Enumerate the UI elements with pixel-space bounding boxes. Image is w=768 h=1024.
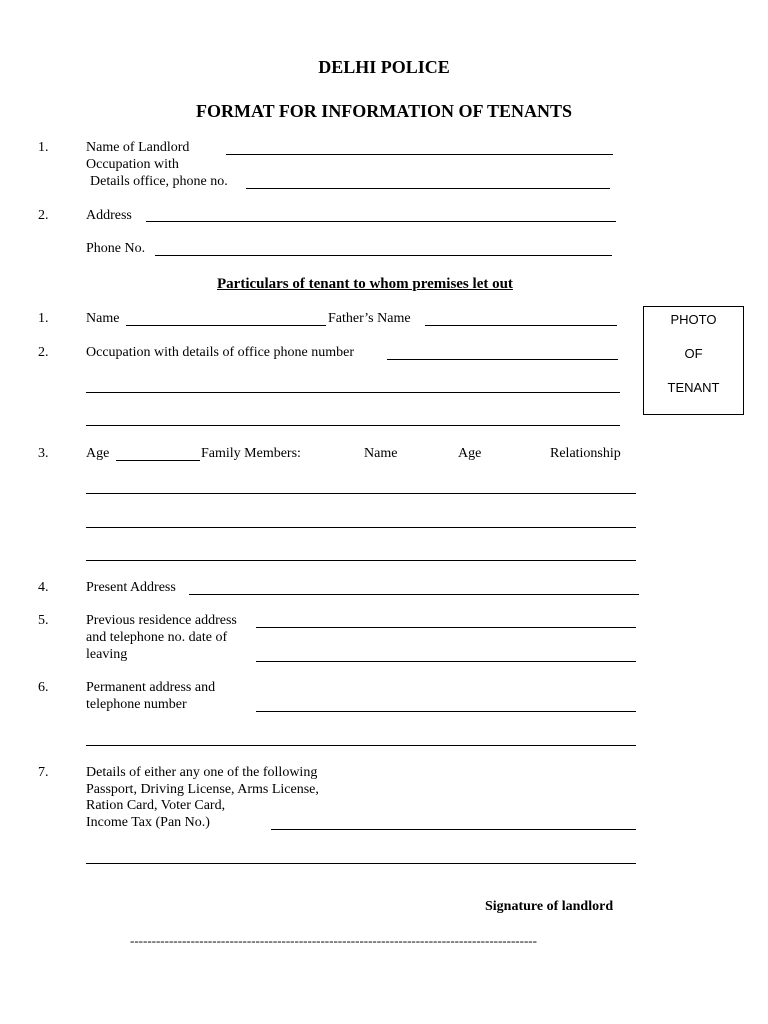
present-address-label: Present Address: [86, 580, 176, 595]
landlord-phone-label: Phone No.: [86, 241, 146, 256]
item-number: 5.: [38, 613, 49, 628]
family-col-age: Age: [458, 446, 482, 461]
item-number: 3.: [38, 446, 49, 461]
landlord-address-field[interactable]: [146, 221, 616, 222]
photo-label-line1: PHOTO: [670, 312, 717, 327]
tenant-name-label: Name: [86, 311, 120, 326]
permanent-address-field[interactable]: [256, 711, 636, 712]
landlord-signature-label: Signature of landlord: [485, 899, 614, 914]
tenant-father-label: Father’s Name: [328, 311, 411, 326]
landlord-occupation-field[interactable]: [246, 188, 610, 189]
id-docs-field-2[interactable]: [86, 863, 636, 864]
landlord-occupation-label: Occupation with: [86, 157, 179, 172]
permanent-address-field-2[interactable]: [86, 745, 636, 746]
tenant-father-field[interactable]: [425, 325, 617, 326]
present-address-field[interactable]: [189, 594, 639, 595]
permanent-address-label-1: Permanent address and: [86, 680, 216, 695]
item-number: 1.: [38, 140, 49, 155]
tenant-occupation-field-3[interactable]: [86, 425, 620, 426]
photo-box: [643, 306, 744, 415]
id-docs-label-2: Passport, Driving License, Arms License,: [86, 782, 319, 797]
previous-address-label-3: leaving: [86, 647, 128, 662]
landlord-phone-field[interactable]: [155, 255, 612, 256]
previous-address-label-2: and telephone no. date of: [86, 630, 228, 645]
landlord-name-label: Name of Landlord: [86, 140, 190, 155]
id-docs-label-1: Details of either any one of the following: [86, 765, 318, 780]
landlord-address-label: Address: [86, 208, 132, 223]
tenant-age-field[interactable]: [116, 460, 200, 461]
tenant-occupation-field-2[interactable]: [86, 392, 620, 393]
previous-address-field[interactable]: [256, 627, 636, 628]
item-number: 7.: [38, 765, 49, 780]
tenant-section-heading: Particulars of tenant to whom premises let out: [217, 276, 513, 292]
cut-line: ----------------------------------------------------------------------------------------------: [130, 933, 537, 948]
previous-address-label-1: Previous residence address: [86, 613, 237, 628]
item-number: 6.: [38, 680, 49, 695]
id-docs-field[interactable]: [271, 829, 636, 830]
tenant-name-field[interactable]: [126, 325, 326, 326]
family-col-relationship: Relationship: [550, 446, 621, 461]
previous-address-field-2[interactable]: [256, 661, 636, 662]
family-row-field[interactable]: [86, 527, 636, 528]
tenant-occupation-field[interactable]: [387, 359, 618, 360]
landlord-name-field[interactable]: [226, 154, 613, 155]
id-docs-label-3: Ration Card, Voter Card,: [86, 798, 226, 813]
permanent-address-label-2: telephone number: [86, 697, 187, 712]
tenant-age-label: Age: [86, 446, 110, 461]
photo-label-line3: TENANT: [667, 380, 720, 395]
family-row-field[interactable]: [86, 560, 636, 561]
item-number: 4.: [38, 580, 49, 595]
landlord-office-label: Details office, phone no.: [90, 174, 228, 189]
family-col-name: Name: [364, 446, 398, 461]
item-number: 2.: [38, 208, 49, 223]
photo-label-line2: OF: [684, 346, 703, 361]
org-title: DELHI POLICE: [318, 57, 450, 77]
tenant-occupation-label: Occupation with details of office phone number: [86, 345, 354, 360]
family-row-field[interactable]: [86, 493, 636, 494]
item-number: 2.: [38, 345, 49, 360]
form-title: FORMAT FOR INFORMATION OF TENANTS: [195, 101, 572, 121]
family-members-label: Family Members:: [201, 446, 301, 461]
id-docs-label-4: Income Tax (Pan No.): [86, 815, 210, 830]
item-number: 1.: [38, 311, 49, 326]
